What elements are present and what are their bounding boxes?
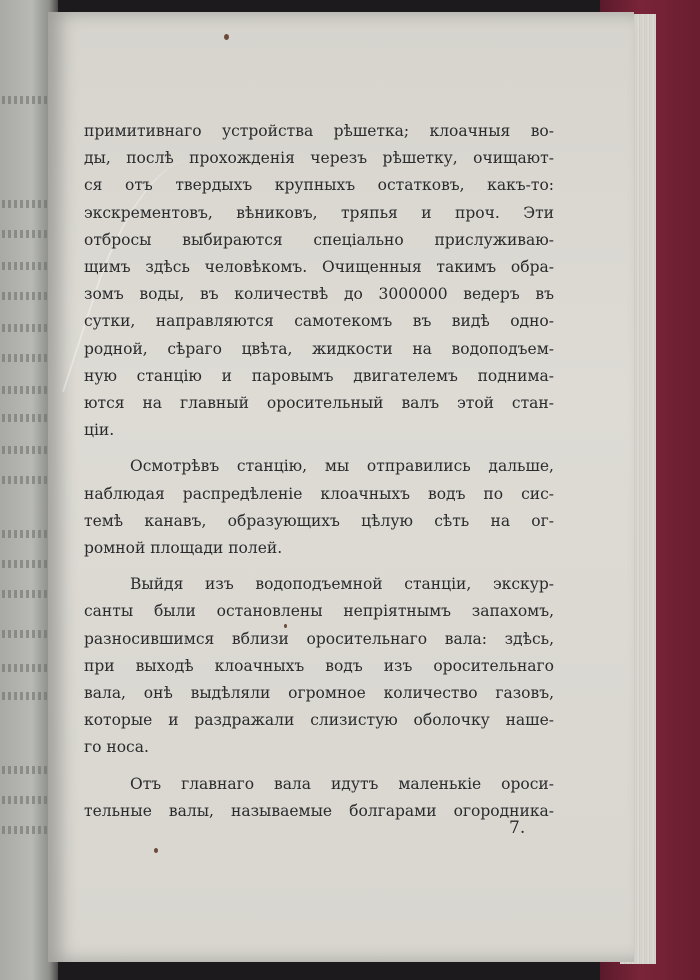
text-line: отбросы выбираются спеціально прислуживаю-	[84, 230, 554, 249]
ink-speck	[224, 34, 229, 40]
text-line: экскрементовъ, вѣниковъ, тряпья и проч. Эти	[84, 203, 554, 222]
text-line: ціи.	[84, 421, 115, 440]
text-line: сутки, направляются самотекомъ въ видѣ одно-	[84, 312, 554, 331]
page-text	[84, 118, 554, 825]
text-line: ды, послѣ прохожденія черезъ рѣшетку, очищают-	[84, 149, 554, 168]
text-line: вала, онѣ выдѣляли огромное количество газовъ,	[84, 684, 554, 703]
text-line: санты были остановлены непріятнымъ запахомъ,	[84, 602, 554, 621]
text-line: тельные валы, называемые болгарами огородника-	[84, 801, 554, 820]
paragraph	[84, 571, 554, 761]
text-line: щимъ здѣсь человѣкомъ. Очищенныя такимъ обра-	[84, 258, 554, 277]
paragraph	[84, 118, 554, 444]
text-line: при выходѣ клоачныхъ водъ изъ оросительнаго	[84, 656, 554, 675]
text-line: ромной площади полей.	[84, 539, 283, 558]
text-line: зомъ воды, въ количествѣ до 3000000 ведеръ въ	[84, 285, 554, 304]
text-line: родной, сѣраго цвѣта, жидкости на водоподъем-	[84, 339, 554, 358]
text-line: ся отъ твердыхъ крупныхъ остатковъ, какъ-то:	[84, 176, 554, 195]
text-line: Выйдя изъ водоподъемной станціи, экскур-	[130, 575, 554, 594]
text-line: наблюдая распредѣленіе клоачныхъ водъ по сис-	[84, 484, 554, 503]
text-line: Осмотрѣвъ станцію, мы отправились дальше,	[130, 457, 554, 476]
paragraph	[84, 771, 554, 825]
text-line: темѣ канавъ, образующихъ цѣлую сѣть на ог-	[84, 511, 554, 530]
text-line: которые и раздражали слизистую оболочку наше-	[84, 711, 554, 730]
text-line: ную станцію и паровымъ двигателемъ поднима-	[84, 366, 554, 385]
page-number: 7.	[509, 818, 526, 838]
text-line: го носа.	[84, 738, 149, 757]
text-line: ются на главный оросительный валъ этой стан-	[84, 394, 554, 413]
text-line: Отъ главнаго вала идутъ маленькіе ороси-	[130, 774, 554, 793]
ink-speck	[154, 848, 158, 853]
paragraph	[84, 453, 554, 562]
text-line: разносившимся вблизи оросительнаго вала: здѣсь,	[84, 629, 554, 648]
text-line: примитивнаго устройства рѣшетка; клоачныя во-	[84, 122, 554, 140]
